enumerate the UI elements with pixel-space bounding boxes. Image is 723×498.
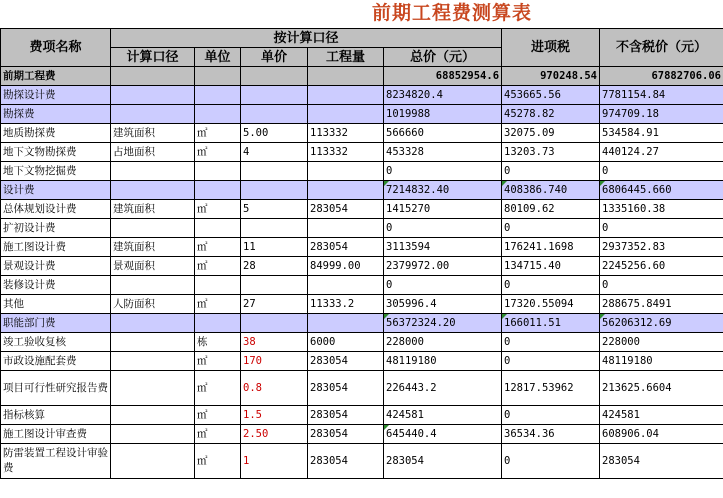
cell-tax[interactable]: 0 [502,333,600,352]
cell-qty[interactable] [308,105,384,124]
cell-net[interactable]: 0 [600,276,723,295]
cell-tax[interactable]: 0 [502,276,600,295]
cell-tax[interactable]: 17320.55094 [502,295,600,314]
cell-tax[interactable]: 80109.62 [502,200,600,219]
cell-price[interactable]: 5.00 [241,124,308,143]
cell-total[interactable]: 0 [384,162,502,181]
cell-qty[interactable] [308,219,384,238]
cell-calc[interactable]: 建筑面积 [111,238,195,257]
cell-calc[interactable] [111,105,195,124]
cell-total[interactable]: 2379972.00 [384,257,502,276]
cell-net[interactable]: 424581 [600,406,723,425]
cell-name[interactable]: 职能部门费 [1,314,111,333]
cell-total[interactable]: 7214832.40 [384,181,502,200]
cell-unit[interactable]: ㎡ [195,257,241,276]
cell-name[interactable]: 前期工程费 [1,67,111,86]
cell-qty[interactable]: 283054 [308,238,384,257]
cell-price[interactable]: 11 [241,238,308,257]
table-body [1,67,723,479]
cell-total[interactable]: 566660 [384,124,502,143]
cell-total[interactable]: 0 [384,276,502,295]
cell-name[interactable]: 施工图设计费 [1,238,111,257]
cell-net[interactable]: 288675.8491 [600,295,723,314]
cell-net[interactable]: 228000 [600,333,723,352]
cell-name[interactable]: 地质勘探费 [1,124,111,143]
cell-price[interactable] [241,67,308,86]
col-header-calc[interactable]: 计算口径 [111,48,195,67]
col-header-unit[interactable]: 单位 [195,48,241,67]
col-header-basis[interactable]: 按计算口径 [111,29,502,48]
cell-total[interactable]: 3113594 [384,238,502,257]
col-header-name[interactable]: 费项名称 [1,29,111,67]
cell-price[interactable] [241,314,308,333]
cell-price[interactable] [241,105,308,124]
table-row [1,406,723,425]
cell-net[interactable]: 0 [600,162,723,181]
cell-price[interactable] [241,276,308,295]
cell-total[interactable]: 453328 [384,143,502,162]
cell-price[interactable]: 1.5 [241,406,308,425]
col-header-total[interactable]: 总价（元） [384,48,502,67]
cell-name[interactable]: 竣工验收复核 [1,333,111,352]
cell-name[interactable]: 施工图设计审查费 [1,425,111,444]
cell-tax[interactable]: 32075.09 [502,124,600,143]
cell-unit[interactable]: ㎡ [195,444,241,479]
cell-total[interactable]: 226443.2 [384,371,502,406]
cell-name[interactable]: 扩初设计费 [1,219,111,238]
table-row [1,105,723,124]
cell-unit[interactable]: ㎡ [195,425,241,444]
cell-tax[interactable]: 0 [502,406,600,425]
cell-net[interactable]: 56206312.69 [600,314,723,333]
cell-net[interactable]: 283054 [600,444,723,479]
cell-tax[interactable]: 176241.1698 [502,238,600,257]
cell-unit[interactable] [195,67,241,86]
cell-calc[interactable]: 占地面积 [111,143,195,162]
cell-qty[interactable]: 283054 [308,406,384,425]
cell-name[interactable]: 景观设计费 [1,257,111,276]
cell-price[interactable]: 2.50 [241,425,308,444]
cell-tax[interactable]: 36534.36 [502,425,600,444]
cell-total[interactable]: 1415270 [384,200,502,219]
cell-tax[interactable]: 970248.54 [502,67,600,86]
cell-price[interactable]: 4 [241,143,308,162]
table-row [1,143,723,162]
cell-calc[interactable] [111,162,195,181]
cell-unit[interactable] [195,276,241,295]
cell-tax[interactable]: 45278.82 [502,105,600,124]
cell-price[interactable]: 38 [241,333,308,352]
cell-unit[interactable] [195,219,241,238]
cell-calc[interactable] [111,181,195,200]
cell-price[interactable] [241,181,308,200]
cell-calc[interactable] [111,371,195,406]
table-row [1,444,723,479]
cell-qty[interactable] [308,67,384,86]
sheet-title: 前期工程费测算表 [372,2,533,24]
cell-total[interactable]: 424581 [384,406,502,425]
cell-name[interactable]: 总体规划设计费 [1,200,111,219]
table-row [1,371,723,406]
table-row [1,162,723,181]
table-row [1,181,723,200]
cell-net[interactable]: 534584.91 [600,124,723,143]
cell-tax[interactable]: 0 [502,162,600,181]
cell-price[interactable]: 1 [241,444,308,479]
cell-qty[interactable]: 283054 [308,444,384,479]
cell-calc[interactable] [111,86,195,105]
cell-total[interactable]: 1019988 [384,105,502,124]
cell-tax[interactable]: 12817.53962 [502,371,600,406]
cell-net[interactable]: 1335160.38 [600,200,723,219]
table-row [1,67,723,86]
cell-total[interactable]: 48119180 [384,352,502,371]
cell-name[interactable]: 装修设计费 [1,276,111,295]
cell-total[interactable]: 645440.4 [384,425,502,444]
cell-name[interactable]: 指标核算 [1,406,111,425]
cell-price[interactable]: 28 [241,257,308,276]
table-row [1,257,723,276]
cell-calc[interactable] [111,333,195,352]
cell-unit[interactable]: ㎡ [195,200,241,219]
cell-net[interactable]: 213625.6604 [600,371,723,406]
cell-net[interactable]: 0 [600,219,723,238]
cell-name[interactable]: 勘探费 [1,105,111,124]
cell-qty[interactable]: 11333.2 [308,295,384,314]
cell-qty[interactable] [308,86,384,105]
table-row [1,314,723,333]
cell-qty[interactable] [308,162,384,181]
cell-tax[interactable]: 13203.73 [502,143,600,162]
cell-unit[interactable]: ㎡ [195,352,241,371]
cell-qty[interactable]: 283054 [308,371,384,406]
cell-calc[interactable] [111,406,195,425]
cell-unit[interactable]: 栋 [195,333,241,352]
cell-calc[interactable]: 人防面积 [111,295,195,314]
cell-calc[interactable] [111,425,195,444]
cell-name[interactable]: 其他 [1,295,111,314]
cell-net[interactable]: 48119180 [600,352,723,371]
cell-unit[interactable] [195,314,241,333]
cell-calc[interactable]: 景观面积 [111,257,195,276]
cell-total[interactable]: 56372324.20 [384,314,502,333]
cell-name[interactable]: 勘探设计费 [1,86,111,105]
cell-tax[interactable]: 408386.740 [502,181,600,200]
cell-qty[interactable]: 283054 [308,352,384,371]
cell-unit[interactable]: ㎡ [195,295,241,314]
cell-net[interactable]: 974709.18 [600,105,723,124]
table-row [1,86,723,105]
cell-calc[interactable] [111,314,195,333]
cell-calc[interactable] [111,219,195,238]
cell-price[interactable]: 27 [241,295,308,314]
cell-unit[interactable]: ㎡ [195,124,241,143]
cell-total[interactable]: 68852954.6 [384,67,502,86]
cell-calc[interactable]: 建筑面积 [111,200,195,219]
cell-unit[interactable]: ㎡ [195,238,241,257]
cell-name[interactable]: 市政设施配套费 [1,352,111,371]
col-header-qty[interactable]: 工程量 [308,48,384,67]
cell-price[interactable]: 5 [241,200,308,219]
table-row [1,219,723,238]
cost-table [0,28,723,479]
cell-net[interactable]: 608906.04 [600,425,723,444]
cell-net[interactable]: 6806445.660 [600,181,723,200]
cell-name[interactable]: 地下文物挖掘费 [1,162,111,181]
cell-unit[interactable] [195,105,241,124]
cell-total[interactable]: 228000 [384,333,502,352]
cell-net[interactable]: 440124.27 [600,143,723,162]
cell-calc[interactable] [111,67,195,86]
cell-qty[interactable]: 84999.00 [308,257,384,276]
cell-total[interactable]: 0 [384,219,502,238]
col-header-input-tax[interactable]: 进项税 [502,29,600,67]
cell-total[interactable]: 305996.4 [384,295,502,314]
cell-tax[interactable]: 0 [502,444,600,479]
table-row [1,333,723,352]
cell-qty[interactable] [308,181,384,200]
cell-calc[interactable] [111,444,195,479]
cell-qty[interactable]: 6000 [308,333,384,352]
col-header-net[interactable]: 不含税价（元） [600,29,723,67]
cell-name[interactable]: 地下文物勘探费 [1,143,111,162]
cell-name[interactable]: 设计费 [1,181,111,200]
cell-net[interactable]: 2245256.60 [600,257,723,276]
cell-unit[interactable]: ㎡ [195,371,241,406]
cell-tax[interactable]: 0 [502,219,600,238]
cell-name[interactable]: 项目可行性研究报告费 [1,371,111,406]
cell-unit[interactable] [195,181,241,200]
cell-tax[interactable]: 453665.56 [502,86,600,105]
cell-unit[interactable] [195,86,241,105]
cell-net[interactable]: 7781154.84 [600,86,723,105]
table-row [1,295,723,314]
cell-net[interactable]: 2937352.83 [600,238,723,257]
cell-qty[interactable] [308,276,384,295]
cell-qty[interactable]: 283054 [308,200,384,219]
table-row [1,124,723,143]
cell-price[interactable] [241,162,308,181]
cell-unit[interactable] [195,162,241,181]
cell-tax[interactable]: 0 [502,352,600,371]
cell-qty[interactable] [308,314,384,333]
table-row [1,425,723,444]
cell-calc[interactable] [111,276,195,295]
cell-qty[interactable]: 283054 [308,425,384,444]
cell-calc[interactable]: 建筑面积 [111,124,195,143]
cell-price[interactable] [241,219,308,238]
cell-tax[interactable]: 166011.51 [502,314,600,333]
cell-total[interactable]: 283054 [384,444,502,479]
table-row [1,200,723,219]
cell-price[interactable]: 170 [241,352,308,371]
table-row [1,352,723,371]
cell-name[interactable]: 防雷装置工程设计审验费 [1,444,111,479]
cell-qty[interactable]: 113332 [308,124,384,143]
table-row [1,238,723,257]
cell-unit[interactable]: ㎡ [195,406,241,425]
cell-tax[interactable]: 134715.40 [502,257,600,276]
cell-calc[interactable] [111,352,195,371]
cell-price[interactable]: 0.8 [241,371,308,406]
cell-price[interactable] [241,86,308,105]
col-header-price[interactable]: 单价 [241,48,308,67]
cell-net[interactable]: 67882706.06 [600,67,723,86]
cell-total[interactable]: 8234820.4 [384,86,502,105]
table-row [1,276,723,295]
cell-qty[interactable]: 113332 [308,143,384,162]
cell-unit[interactable]: ㎡ [195,143,241,162]
